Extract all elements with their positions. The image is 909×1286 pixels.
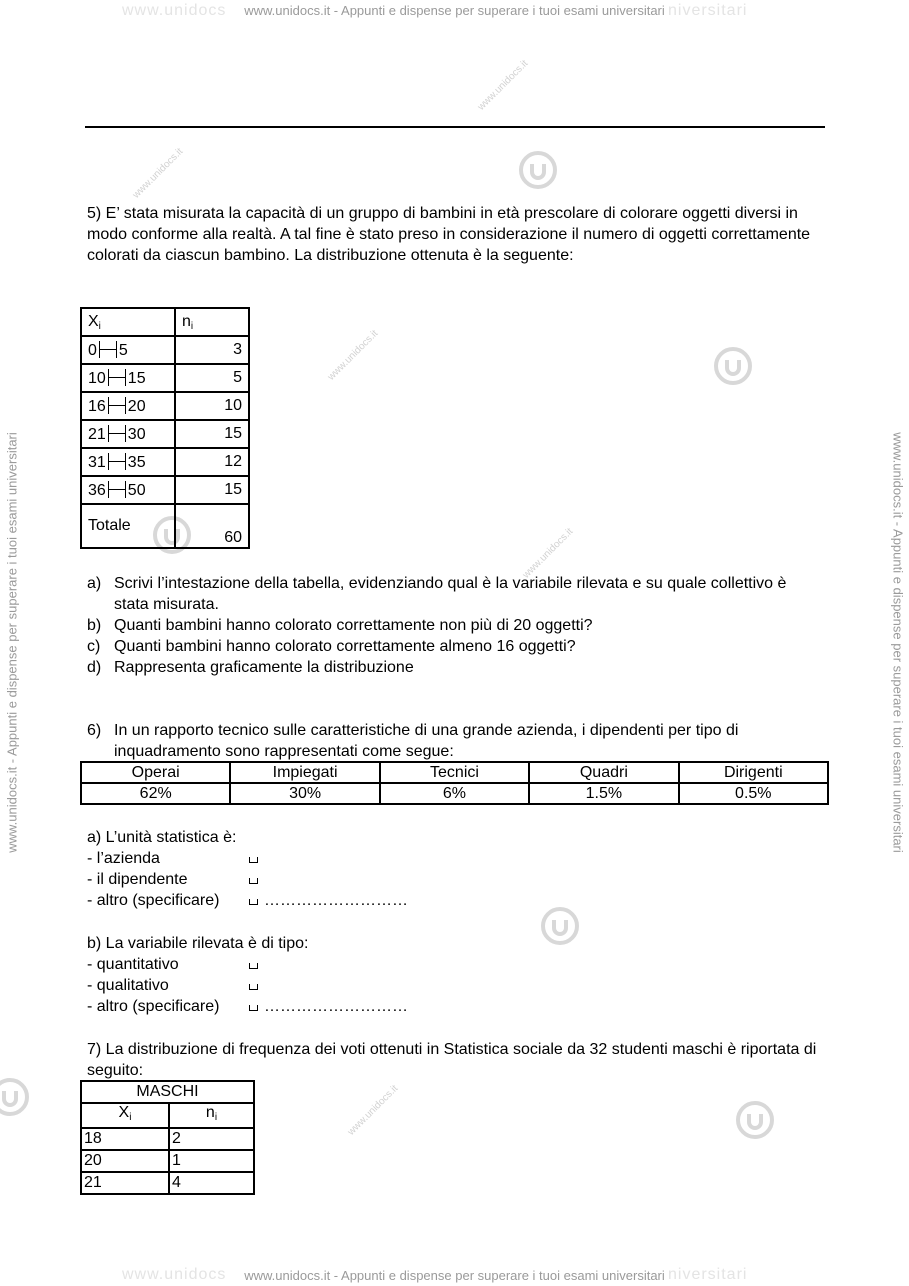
- watermark-diagonal: www.unidocs.it: [130, 146, 186, 201]
- watermark-logo-icon: [0, 1077, 30, 1117]
- q6-header-cell: Tecnici: [380, 762, 529, 783]
- watermark-diagonal: www.unidocs.it: [475, 58, 531, 113]
- checkbox-icon[interactable]: [249, 878, 258, 884]
- watermark-top: www.unidocs.it - Appunti e dispense per superare i tuoi esami universitari: [244, 3, 665, 18]
- checkbox-icon[interactable]: [249, 963, 258, 969]
- q6a-option-azienda: - l’azienda: [87, 848, 264, 869]
- q6-header-cell: Quadri: [529, 762, 678, 783]
- q5-header-n: $n_i$: [175, 308, 249, 336]
- q5-question-a: a) Scrivi l’intestazione della tabella, evidenziando qual è la variabile rilevata e su quale collettivo è stata misurata.: [87, 575, 787, 613]
- q6-header-cell: Dirigenti: [679, 762, 828, 783]
- q5-class-cell: 31 35: [81, 448, 175, 476]
- q5-text: 5) E’ stata misurata la capacità di un gruppo di bambini in età prescolare di colorare oggetti diversi in modo conforme alla realtà. A tal fine è stato preso in considerazione il numero di oggetti correttamente colorati da ciascun bambino. La distribuzione ottenuta è la seguente:: [87, 205, 811, 264]
- watermark-logo-icon: [518, 150, 558, 190]
- q6b-title: b) La variabile rilevata è di tipo:: [87, 935, 309, 952]
- q5-freq-cell: 12: [175, 448, 249, 476]
- q6-value-cell: 62%: [81, 783, 230, 804]
- q5-class-cell: 10 15: [81, 364, 175, 392]
- q6b-option-altro: - altro (specificare) ………………………: [87, 998, 408, 1015]
- q5-question-c: c) Quanti bambini hanno colorato correttamente almeno 16 oggetti?: [87, 638, 576, 655]
- q5-question-b: b) Quanti bambini hanno colorato correttamente non più di 20 oggetti?: [87, 617, 593, 634]
- q6a-option-altro: - altro (specificare) ………………………: [87, 892, 408, 909]
- watermark-diagonal: www.unidocs.it: [520, 526, 576, 581]
- q7-header-n: $n_i$: [169, 1103, 254, 1128]
- watermark-diagonal: www.unidocs.it: [345, 1083, 401, 1138]
- watermark-bottom: www.unidocs.it - Appunti e dispense per superare i tuoi esami universitari: [244, 1268, 665, 1283]
- q5-class-cell: 21 30: [81, 420, 175, 448]
- watermark-faint-right-bottom: niversitari: [668, 1266, 748, 1283]
- watermark-left: www.unidocs.it - Appunti e dispense per superare i tuoi esami universitari: [4, 432, 20, 853]
- q7-x-cell: 21: [81, 1172, 169, 1194]
- q7-text: 7) La distribuzione di frequenza dei voti ottenuti in Statistica sociale da 32 studenti maschi è riportata di seguito:: [87, 1041, 817, 1079]
- watermark-logo-icon: [713, 346, 753, 386]
- q6-text: 6) In un rapporto tecnico sulle caratteristiche di una grande azienda, i dipendenti per tipo di inquadramento sono rappresentati come segue:: [87, 722, 739, 760]
- q7-n-cell: 2: [169, 1128, 254, 1150]
- q5-freq-cell: 3: [175, 336, 249, 364]
- q5-class-cell: 16 20: [81, 392, 175, 420]
- q6-table: [80, 761, 829, 805]
- watermark-faint-left-top: www.unidocs: [122, 2, 227, 19]
- q7-n-cell: 4: [169, 1172, 254, 1194]
- q7-table: [80, 1080, 255, 1195]
- q5-freq-cell: 15: [175, 476, 249, 504]
- q5-freq-cell: 15: [175, 420, 249, 448]
- q6-value-cell: 6%: [380, 783, 529, 804]
- watermark-right: www.unidocs.it - Appunti e dispense per superare i tuoi esami universitari: [890, 432, 906, 853]
- q6a-option-dipendente: - il dipendente: [87, 869, 264, 890]
- q5-questions: [87, 573, 822, 678]
- q5-freq-cell: 5: [175, 364, 249, 392]
- q6-value-cell: 0.5%: [679, 783, 828, 804]
- checkbox-icon[interactable]: [249, 1005, 258, 1011]
- q7-n-cell: 1: [169, 1150, 254, 1172]
- header-rule: [85, 126, 825, 128]
- q5-class-cell: 0 5: [81, 336, 175, 364]
- checkbox-icon[interactable]: [249, 984, 258, 990]
- watermark-faint-left-bottom: www.unidocs: [122, 1266, 227, 1283]
- q6b-option-quantitativo: - quantitativo: [87, 954, 264, 975]
- q6b-option-qualitativo: - qualitativo: [87, 975, 264, 996]
- q7-header-x: $X_i$: [81, 1103, 169, 1128]
- q5-freq-cell: 10: [175, 392, 249, 420]
- q7-x-cell: 18: [81, 1128, 169, 1150]
- q6-header-cell: Operai: [81, 762, 230, 783]
- watermark-logo-icon: [540, 906, 580, 946]
- q7-x-cell: 20: [81, 1150, 169, 1172]
- q5-total-label: Totale: [81, 504, 175, 548]
- q6-value-cell: 30%: [230, 783, 379, 804]
- q5-question-d: d) Rappresenta graficamente la distribuzione: [87, 659, 414, 676]
- q6a-title: a) L’unità statistica è:: [87, 829, 237, 846]
- watermark-diagonal: www.unidocs.it: [325, 328, 381, 383]
- checkbox-icon[interactable]: [249, 899, 258, 905]
- q5-table: [80, 307, 250, 549]
- q5-class-cell: 36 50: [81, 476, 175, 504]
- q6-value-cell: 1.5%: [529, 783, 678, 804]
- q5-total-value: 60: [175, 504, 249, 548]
- q5-header-x: $X_i$: [81, 308, 175, 336]
- checkbox-icon[interactable]: [249, 857, 258, 863]
- watermark-faint-right-top: niversitari: [668, 2, 748, 19]
- q7-table-title: MASCHI: [81, 1081, 254, 1103]
- watermark-logo-icon: [735, 1100, 775, 1140]
- q6-header-cell: Impiegati: [230, 762, 379, 783]
